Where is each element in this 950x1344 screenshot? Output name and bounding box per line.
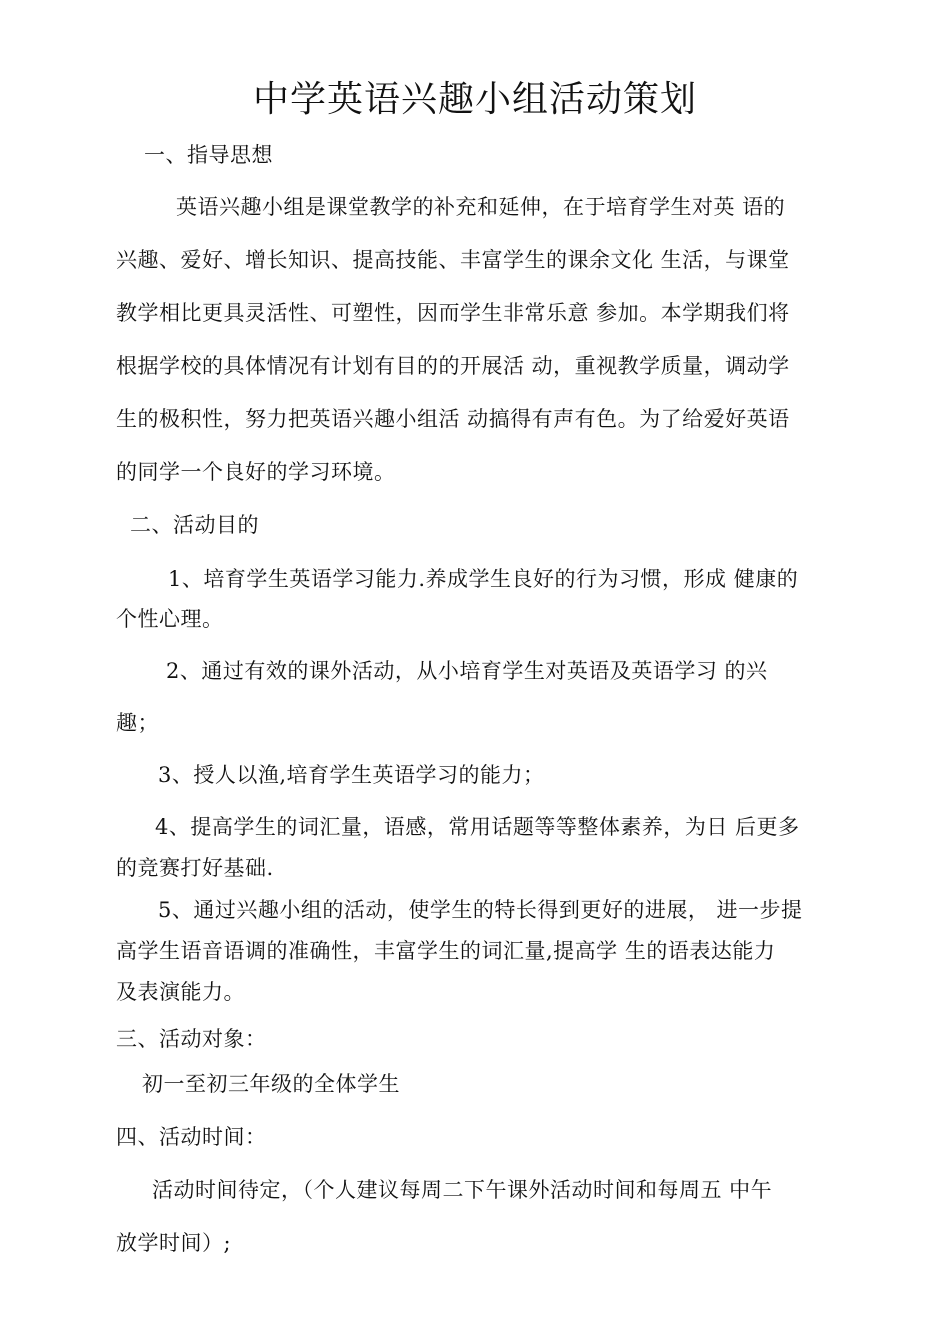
paragraph-line: 活动时间待定，（个人建议每周二下午课外活动时间和每周五 中午 bbox=[152, 1178, 773, 1202]
paragraph-line: 教学相比更具灵活性、可塑性，因而学生非常乐意 参加。本学期我们将 bbox=[116, 301, 790, 325]
goal-line: 及表演能力。 bbox=[116, 980, 245, 1004]
goal-line: 趣； bbox=[116, 711, 159, 735]
paragraph-line: 放学时间）; bbox=[116, 1231, 232, 1255]
section-heading-guiding-thought: 一、指导思想 bbox=[144, 143, 273, 167]
goal-line: 1、培育学生英语学习能力.养成学生良好的行为习惯，形成 健康的 bbox=[168, 567, 799, 591]
goal-line: 2、通过有效的课外活动，从小培育学生对英语及英语学习 的兴 bbox=[166, 659, 768, 683]
paragraph-line: 兴趣、爱好、增长知识、提高技能、丰富学生的课余文化 生活，与课堂 bbox=[116, 248, 790, 272]
paragraph-line: 生的极积性，努力把英语兴趣小组活 动搞得有声有色。为了给爱好英语 bbox=[116, 407, 790, 431]
goal-line: 3、授人以渔,培育学生英语学习的能力； bbox=[158, 763, 545, 787]
paragraph-line: 的同学一个良好的学习环境。 bbox=[116, 460, 396, 484]
paragraph-line: 英语兴趣小组是课堂教学的补充和延伸，在于培育学生对英 语的 bbox=[176, 195, 786, 219]
paragraph-line: 根据学校的具体情况有计划有目的的开展活 动，重视教学质量，调动学 bbox=[116, 354, 790, 378]
section-heading-activity-time: 四、活动时间： bbox=[116, 1125, 267, 1149]
goal-line: 高学生语音语调的准确性，丰富学生的词汇量,提高学 生的语表达能力 bbox=[116, 939, 776, 963]
goal-line: 4、提高学生的词汇量，语感，常用话题等等整体素养，为日 后更多 bbox=[155, 815, 800, 839]
document-title: 中学英语兴趣小组活动策划 bbox=[252, 79, 697, 120]
section-heading-activity-target: 三、活动对象： bbox=[116, 1027, 267, 1051]
section-heading-activity-goals: 二、活动目的 bbox=[130, 513, 259, 537]
goal-line: 个性心理。 bbox=[116, 607, 224, 631]
goal-line: 5、通过兴趣小组的活动，使学生的特长得到更好的进展， 进一步提 bbox=[158, 898, 803, 922]
activity-target-text: 初一至初三年级的全体学生 bbox=[142, 1072, 400, 1096]
goal-line: 的竞赛打好基础. bbox=[116, 856, 274, 880]
